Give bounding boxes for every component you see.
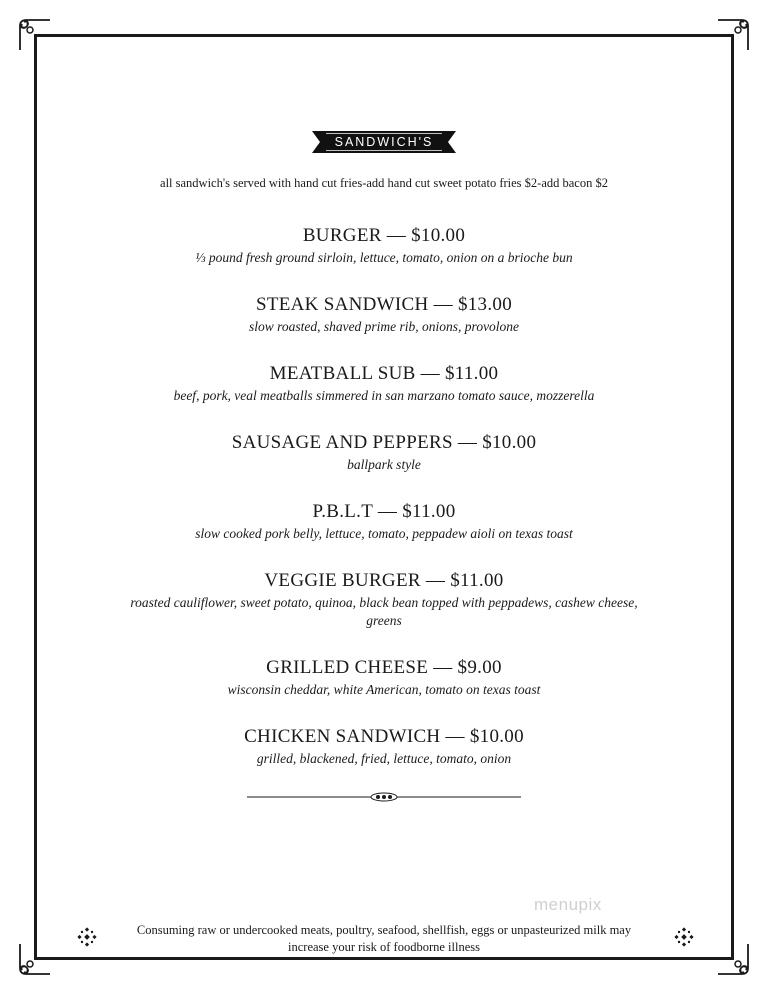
menu-item (84, 724, 684, 768)
item-name: MEATBALL SUB — $11.00 (269, 363, 499, 384)
item-description: wisconsin cheddar, white American, tomato on texas toast (227, 682, 541, 697)
item-description: ⅓ pound fresh ground sirloin, lettuce, tomato, onion on a brioche bun (195, 250, 573, 265)
menu-item (84, 655, 684, 699)
menu-item (84, 568, 684, 630)
menu-item (84, 499, 684, 543)
section-banner (312, 131, 456, 153)
menu-item (84, 223, 684, 267)
item-name: SAUSAGE AND PEPPERS — $10.00 (231, 432, 537, 453)
intro-note: all sandwich's served with hand cut fries-add hand cut sweet potato fries $2-add bacon $2 (160, 176, 608, 190)
item-description: slow cooked pork belly, lettuce, tomato, peppadew aioli on texas toast (195, 526, 573, 541)
item-description: ballpark style (347, 457, 421, 472)
ornamental-divider-icon (247, 790, 521, 804)
item-name: P.B.L.T — $11.00 (312, 501, 456, 522)
corner-flourish-icon (16, 16, 54, 54)
item-name: GRILLED CHEESE — $9.00 (266, 657, 502, 678)
section-title: SANDWICH'S (334, 135, 434, 149)
item-description: grilled, blackened, fried, lettuce, tomato, onion (256, 751, 512, 766)
disclaimer-line-2: increase your risk of foodborne illness (288, 940, 480, 954)
item-description: slow roasted, shaved prime rib, onions, provolone (248, 319, 520, 334)
menu-item (84, 292, 684, 336)
menu-item (84, 361, 684, 405)
item-description: roasted cauliflower, sweet potato, quinoa, black bean topped with peppadews, cashew cheese, greens (130, 595, 638, 628)
disclaimer-line-1: Consuming raw or undercooked meats, poultry, seafood, shellfish, eggs or unpasteurized milk may (136, 923, 632, 937)
item-name: VEGGIE BURGER — $11.00 (264, 570, 504, 591)
watermark-logo: menupix (534, 895, 602, 914)
item-name: CHICKEN SANDWICH — $10.00 (244, 726, 524, 747)
health-disclaimer (0, 922, 768, 956)
item-name: STEAK SANDWICH — $13.00 (255, 294, 512, 315)
item-name: BURGER — $10.00 (302, 225, 466, 246)
menu-items (84, 223, 684, 768)
item-description: beef, pork, veal meatballs simmered in san marzano tomato sauce, mozzerella (173, 388, 595, 403)
menu-item (84, 430, 684, 474)
corner-flourish-icon (714, 16, 752, 54)
